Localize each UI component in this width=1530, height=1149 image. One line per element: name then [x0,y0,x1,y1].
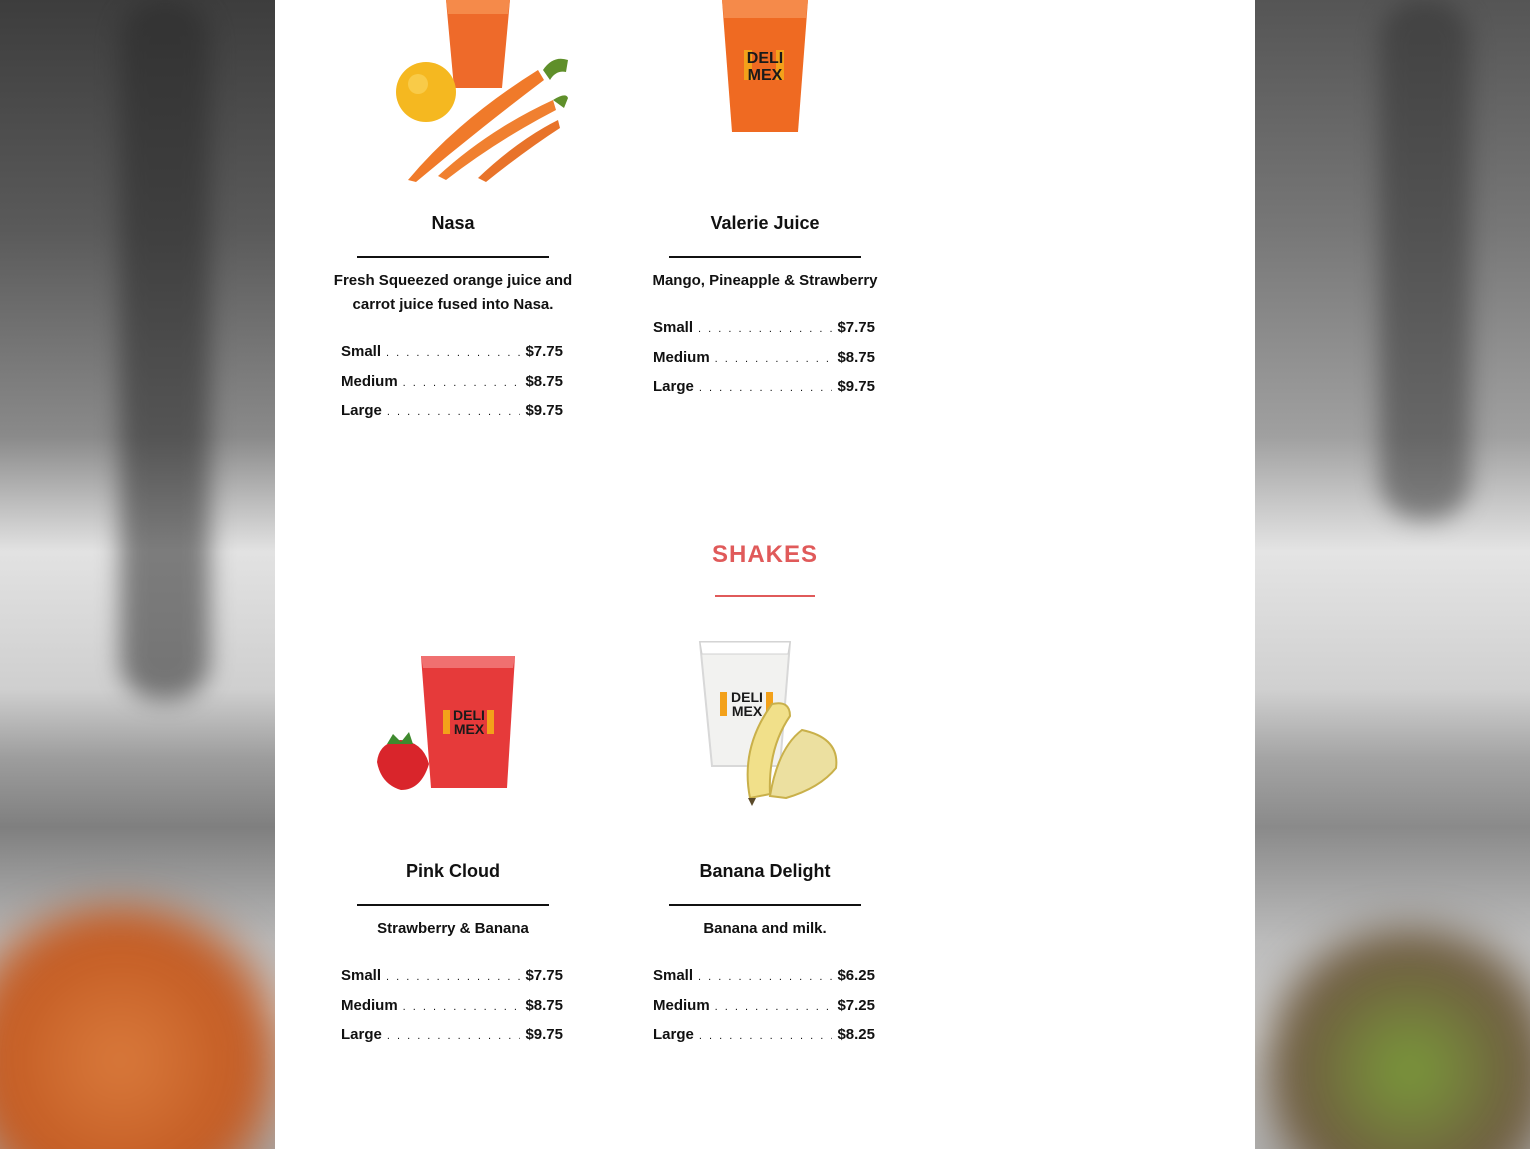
section-divider [715,595,815,597]
deli-mex-cup-icon [710,0,820,140]
price-list [653,319,875,408]
item-description: Strawberry & Banana [377,920,529,937]
price-row-large [653,378,875,408]
price-row-medium [653,997,875,1027]
price-row-medium [341,997,563,1027]
size-label: Small [653,967,694,984]
price-value: $7.75 [525,967,563,984]
divider [357,256,549,258]
item-name: Pink Cloud [406,861,500,881]
banana-shake-icon [690,638,840,808]
divider [669,256,861,258]
menu-item-banana-delight [645,630,885,1060]
price-row-small [653,319,875,349]
menu-item-pink-cloud [333,630,573,1060]
size-label: Large [653,378,694,395]
dot-leader [386,971,520,983]
size-label: Large [341,1026,382,1043]
item-description: Mango, Pineapple & Strawberry [652,272,878,289]
item-description: Banana and milk. [703,920,827,937]
item-name: Valerie Juice [710,213,820,233]
divider [669,904,861,906]
svg-text:MEX: MEX [747,67,783,84]
price-value: $9.75 [525,402,563,419]
svg-text:DELI: DELI [453,707,485,723]
price-row-large [341,402,563,432]
price-value: $7.75 [837,319,875,336]
price-row-small [653,967,875,997]
dot-leader [715,1001,833,1013]
size-label: Large [341,402,382,419]
dot-leader [387,1030,521,1042]
price-row-small [341,967,563,997]
section-title-shakes: SHAKES [711,541,819,568]
svg-text:MEX: MEX [731,703,763,719]
dot-leader [698,971,832,983]
dot-leader [386,347,520,359]
item-description: Fresh Squeezed orange juice and carrot juice fused into Nasa. [333,272,573,313]
menu-item-valerie-juice [645,0,885,430]
orange-carrot-juice-icon [338,0,568,185]
price-list [653,967,875,1056]
size-label: Small [341,343,382,360]
price-row-large [341,1026,563,1056]
price-value: $9.75 [525,1026,563,1043]
dot-leader [699,1030,833,1042]
price-value: $8.75 [525,996,563,1014]
size-label: Medium [653,348,710,366]
dot-leader [699,382,833,394]
divider [357,904,549,906]
svg-text:DELI: DELI [746,50,784,67]
price-row-medium [341,373,563,403]
size-label: Small [341,967,382,984]
background-chair [120,0,210,700]
strawberry-shake-icon [373,652,533,792]
svg-text:MEX: MEX [453,721,485,737]
price-value: $8.25 [837,1026,875,1043]
dot-leader [403,1001,521,1013]
item-name: Nasa [431,213,475,233]
price-value: $7.75 [525,343,563,360]
size-label: Medium [341,372,398,390]
svg-text:DELI: DELI [731,689,763,705]
price-value: $8.75 [837,348,875,366]
price-value: $9.75 [837,378,875,395]
size-label: Medium [653,996,710,1014]
menu-item-nasa [333,0,573,430]
dot-leader [715,353,833,365]
dot-leader [698,323,832,335]
price-value: $7.25 [837,996,875,1014]
background-chair [1380,0,1470,520]
price-list [341,967,563,1056]
price-list [341,343,563,432]
size-label: Medium [341,996,398,1014]
price-row-medium [653,349,875,379]
item-name: Banana Delight [699,861,831,881]
menu-content [275,0,1255,1149]
dot-leader [403,377,521,389]
size-label: Small [653,319,694,336]
dot-leader [387,406,521,418]
price-row-small [341,343,563,373]
size-label: Large [653,1026,694,1043]
price-value: $8.75 [525,372,563,390]
price-value: $6.25 [837,967,875,984]
price-row-large [653,1026,875,1056]
